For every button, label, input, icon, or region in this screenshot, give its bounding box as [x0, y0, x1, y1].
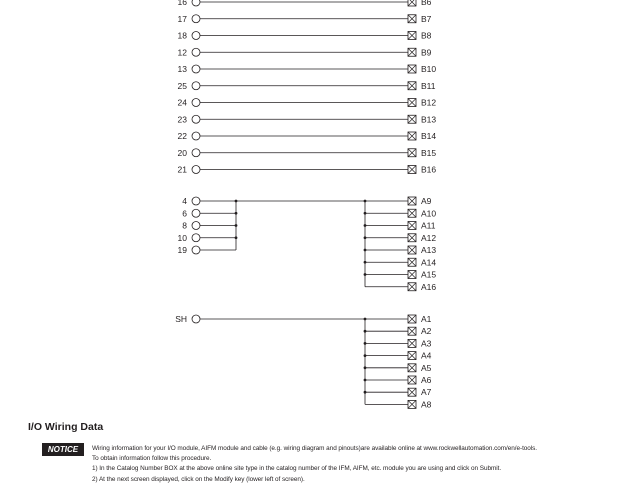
- pin-label: 20: [177, 147, 187, 158]
- terminal-label: A6: [421, 375, 432, 385]
- notice-line: 1) In the Catalog Number BOX at the above online site type in the catalog number of the IFM, AIFM, etc. module you are using and click on Submit.: [92, 465, 502, 473]
- pin-circle-icon: [192, 15, 200, 23]
- terminal-label: A13: [421, 245, 437, 255]
- pin-label: 19: [177, 245, 187, 255]
- pin-label: 21: [177, 164, 187, 175]
- shield-terminal-group: [175, 314, 431, 409]
- pin-label: 17: [177, 13, 187, 24]
- notice-badge: NOTICE: [42, 443, 84, 456]
- pin-circle-icon: [192, 197, 200, 205]
- notice-text: [92, 444, 637, 485]
- pin-label: 4: [182, 196, 187, 206]
- terminal-label: B6: [421, 0, 432, 7]
- pin-circle-icon: [192, 149, 200, 157]
- pin-circle-icon: [192, 82, 200, 90]
- terminal-label: A14: [421, 257, 437, 268]
- terminal-label: A11: [421, 220, 436, 231]
- terminal-label: A2: [421, 326, 432, 337]
- pin-label: SH: [175, 314, 187, 324]
- pin-label: 6: [182, 208, 187, 219]
- pin-label: 18: [177, 30, 187, 41]
- terminal-label: B11: [421, 80, 436, 91]
- terminal-label: B13: [421, 114, 437, 125]
- notice-line: Wiring information for your I/O module, AIFM module and cable (e.g. wiring diagram and pinouts)are available online at www.rockwellautomation.com/en/e-tools.: [92, 445, 538, 452]
- terminal-label: B14: [421, 131, 437, 141]
- terminal-label: B16: [421, 164, 437, 175]
- pin-circle-icon: [192, 166, 200, 174]
- terminal-label: A9: [421, 196, 432, 206]
- terminal-label: B7: [421, 13, 432, 24]
- pin-label: 13: [177, 64, 187, 74]
- terminal-label: A3: [421, 338, 432, 349]
- pin-label: 8: [182, 220, 187, 231]
- terminal-label: B8: [421, 30, 432, 41]
- terminal-label: A4: [421, 350, 432, 361]
- terminal-label: B10: [421, 64, 437, 74]
- pin-label: 23: [177, 114, 187, 125]
- pin-circle-icon: [192, 246, 200, 254]
- pin-label: 22: [177, 131, 187, 141]
- terminal-label: A5: [421, 362, 432, 373]
- terminal-label: A7: [421, 387, 432, 398]
- terminal-label: A15: [421, 269, 437, 280]
- pin-circle-icon: [192, 234, 200, 242]
- pin-label: 12: [177, 47, 187, 58]
- pin-circle-icon: [192, 115, 200, 123]
- terminal-label: A10: [421, 208, 437, 219]
- pin-label: 25: [177, 80, 187, 91]
- pin-circle-icon: [192, 209, 200, 217]
- terminal-label: A16: [421, 281, 437, 292]
- pin-circle-icon: [192, 0, 200, 6]
- terminal-label: B12: [421, 97, 437, 108]
- pin-label: 24: [177, 97, 187, 108]
- pin-circle-icon: [192, 65, 200, 73]
- terminal-label: A1: [421, 314, 432, 324]
- section-title: I/O Wiring Data: [28, 421, 104, 433]
- pin-circle-icon: [192, 315, 200, 323]
- b-terminal-group: [178, 0, 437, 175]
- pin-circle-icon: [192, 132, 200, 140]
- terminal-label: A12: [421, 232, 437, 243]
- a-terminal-group: [178, 196, 437, 292]
- terminal-label: B15: [421, 147, 437, 158]
- pin-label: 16: [177, 0, 187, 7]
- notice-line: To obtain information follow this procedure.: [92, 455, 212, 463]
- pin-circle-icon: [192, 99, 200, 107]
- terminal-label: A8: [421, 399, 432, 410]
- pin-circle-icon: [192, 48, 200, 56]
- pin-circle-icon: [192, 32, 200, 40]
- terminal-label: B9: [421, 47, 432, 58]
- pin-circle-icon: [192, 222, 200, 230]
- notice-line: 2) At the next screen displayed, click on the Modify key (lower left of screen).: [92, 475, 305, 483]
- pin-label: 10: [177, 232, 187, 243]
